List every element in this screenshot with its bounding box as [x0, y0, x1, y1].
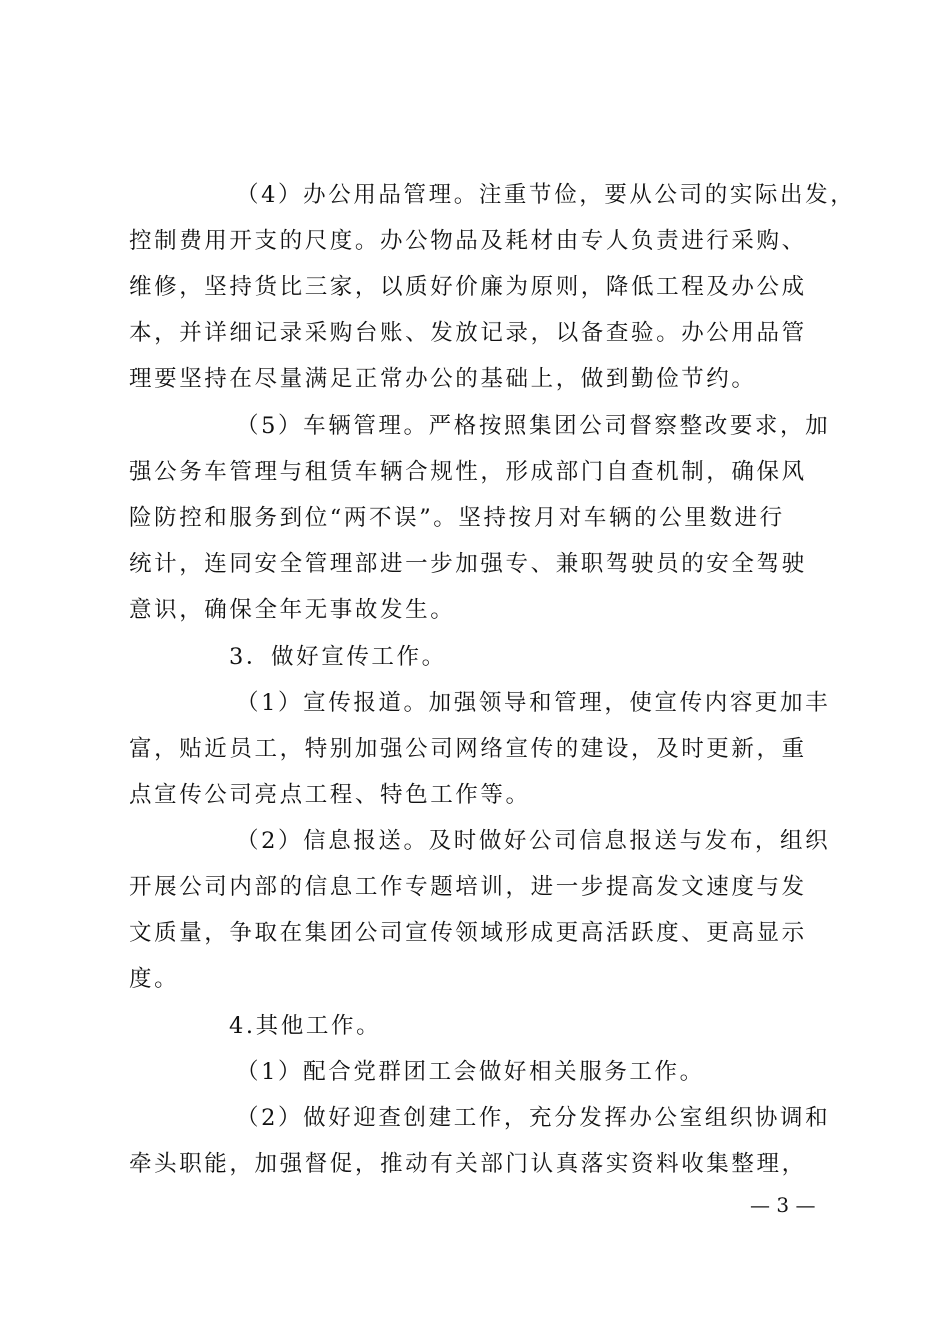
paragraph-3-2-line-4: 度。: [129, 966, 180, 992]
paragraph-4-1-line-1: （1）配合党群团工会做好相关服务工作。: [236, 1059, 705, 1085]
paragraph-5-line-4: 统计，连同安全管理部进一步加强专、兼职驾驶员的安全驾驶: [129, 551, 807, 577]
page-number: — 3 —: [750, 1193, 816, 1217]
section-3-heading: 3．做好宣传工作。: [229, 644, 447, 670]
paragraph-4-line-5: 理要坚持在尽量满足正常办公的基础上，做到勤俭节约。: [129, 366, 757, 392]
paragraph-4-line-1: （4）办公用品管理。注重节俭，要从公司的实际出发，: [236, 182, 856, 208]
paragraph-4-2-line-1: （2）做好迎查创建工作，充分发挥办公室组织协调和: [236, 1105, 831, 1131]
section-4-heading: 4.其他工作。: [229, 1013, 382, 1039]
paragraph-3-1-line-1: （1）宣传报道。加强领导和管理，使宣传内容更加丰: [236, 690, 831, 716]
paragraph-3-2-line-1: （2）信息报送。及时做好公司信息报送与发布，组织: [236, 828, 831, 854]
paragraph-5-line-3: 险防控和服务到位“两不误”。坚持按月对车辆的公里数进行: [129, 505, 785, 531]
paragraph-5-line-1: （5）车辆管理。严格按照集团公司督察整改要求，加: [236, 413, 831, 439]
paragraph-4-2-line-2: 牵头职能，加强督促，推动有关部门认真落实资料收集整理，: [129, 1151, 807, 1177]
paragraph-5-line-5: 意识，确保全年无事故发生。: [129, 597, 456, 623]
paragraph-5-line-2: 强公务车管理与租赁车辆合规性，形成部门自查机制，确保风: [129, 459, 807, 485]
paragraph-3-1-line-3: 点宣传公司亮点工程、特色工作等。: [129, 782, 531, 808]
paragraph-3-2-line-2: 开展公司内部的信息工作专题培训，进一步提高发文速度与发: [129, 874, 807, 900]
paragraph-3-2-line-3: 文质量，争取在集团公司宣传领域形成更高活跃度、更高显示: [129, 920, 807, 946]
paragraph-4-line-3: 维修，坚持货比三家，以质好价廉为原则，降低工程及办公成: [129, 274, 807, 300]
paragraph-3-1-line-2: 富，贴近员工，特别加强公司网络宣传的建设，及时更新，重: [129, 736, 807, 762]
paragraph-4-line-2: 控制费用开支的尺度。办公物品及耗材由专人负责进行采购、: [129, 228, 807, 254]
paragraph-4-line-4: 本，并详细记录采购台账、发放记录，以备查验。办公用品管: [129, 320, 807, 346]
